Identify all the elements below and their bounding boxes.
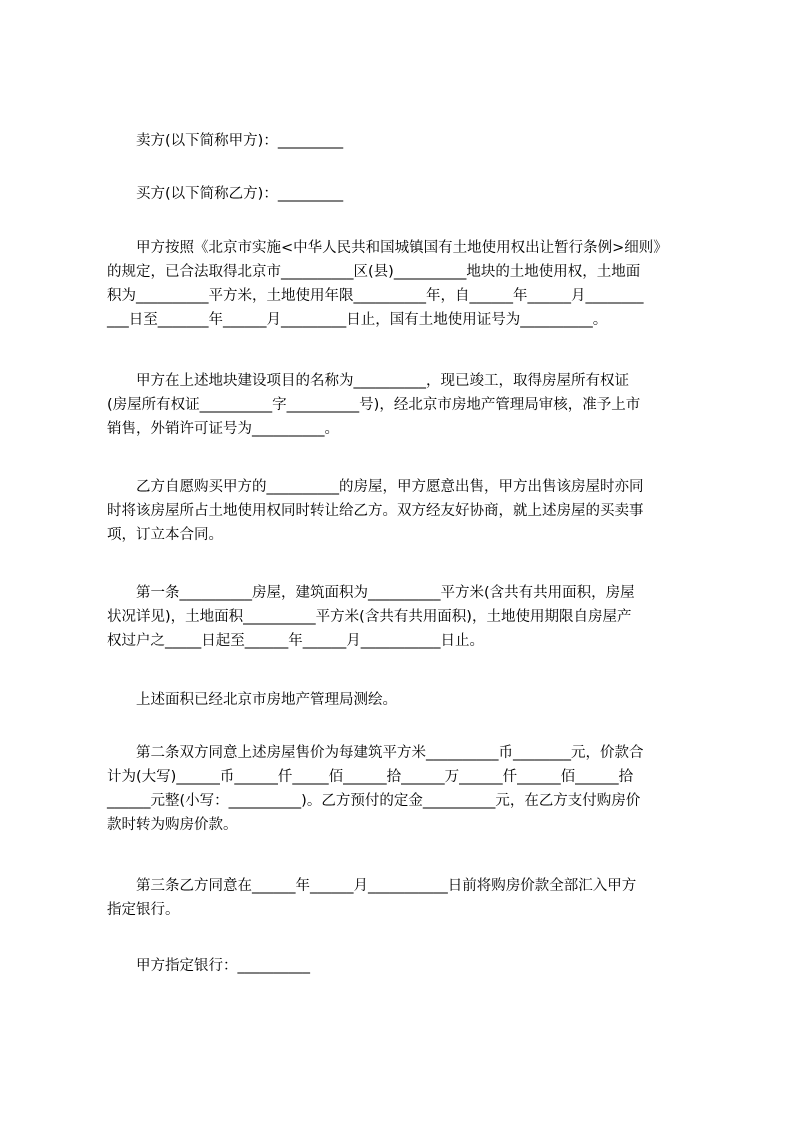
land-line-1: 甲方按照《北京市实施<中华人民共和国城镇国有土地使用权出让暂行条例>细则》 (136, 240, 668, 256)
article-2-line-4: 款时转为购房价款。 (107, 817, 238, 833)
project-line-2: (房屋所有权证__________字__________号)，经北京市房地产管理局审核，准予上市 (107, 397, 641, 413)
land-line-4: ___日至_______年______月_________日止，国有土地使用证号为__________。 (107, 312, 608, 328)
article-1-line-2: 状况详见)，土地面积__________平方米(含共有共用面积)，土地使用期限自房屋产 (107, 609, 632, 625)
survey-note (107, 688, 707, 712)
project-line-3: 销售，外销许可证号为__________。 (107, 421, 339, 437)
article-2-line-1: 第二条双方同意上述房屋售价为每建筑平方米__________币________元，价款合 (136, 745, 644, 761)
article-2-line-2: 计为(大写)______币______仟_____佰______拾______万______仟______佰______拾 (107, 769, 634, 785)
article-2-line-3: ______元整(小写：__________)。乙方预付的定金__________元，在乙方支付购房价 (107, 793, 641, 809)
buyer-intent-paragraph (107, 475, 707, 547)
article-1-line-3: 权过户之_____日起至______年______月___________日止。 (107, 633, 484, 649)
article-1-paragraph (107, 581, 707, 653)
article-3-line-2: 指定银行。 (107, 902, 180, 918)
project-paragraph (107, 369, 707, 441)
seller-line (107, 129, 707, 153)
buyer-line (107, 182, 707, 206)
intent-line-3: 项，订立本合同。 (107, 527, 223, 543)
intent-line-2: 时将该房屋所占土地使用权同时转让给乙方。双方经友好协商，就上述房屋的买卖事 (107, 503, 644, 519)
survey-note-text: 上述面积已经北京市房地产管理局测绘。 (136, 692, 397, 708)
article-3-paragraph (107, 874, 707, 922)
article-2-paragraph (107, 741, 707, 837)
land-use-paragraph (107, 236, 707, 332)
bank-line (107, 954, 707, 978)
buyer-text: 买方(以下简称乙方)：_________ (136, 186, 344, 202)
project-line-1: 甲方在上述地块建设项目的名称为__________，现已竣工，取得房屋所有权证 (136, 373, 629, 389)
land-line-3: 积为__________平方米，土地使用年限__________年，自______年______月________ (107, 288, 644, 304)
intent-line-1: 乙方自愿购买甲方的__________的房屋，甲方愿意出售，甲方出售该房屋时亦同 (136, 479, 644, 495)
article-1-line-1: 第一条__________房屋，建筑面积为__________平方米(含共有共用面积，房屋 (136, 585, 635, 601)
land-line-2: 的规定，已合法取得北京市__________区(县)__________地块的土地使用权，土地面 (107, 264, 641, 280)
seller-text: 卖方(以下简称甲方)：_________ (136, 133, 344, 149)
article-3-line-1: 第三条乙方同意在______年______月___________日前将购房价款全部汇入甲方 (136, 878, 637, 894)
bank-text: 甲方指定银行：__________ (136, 958, 310, 974)
